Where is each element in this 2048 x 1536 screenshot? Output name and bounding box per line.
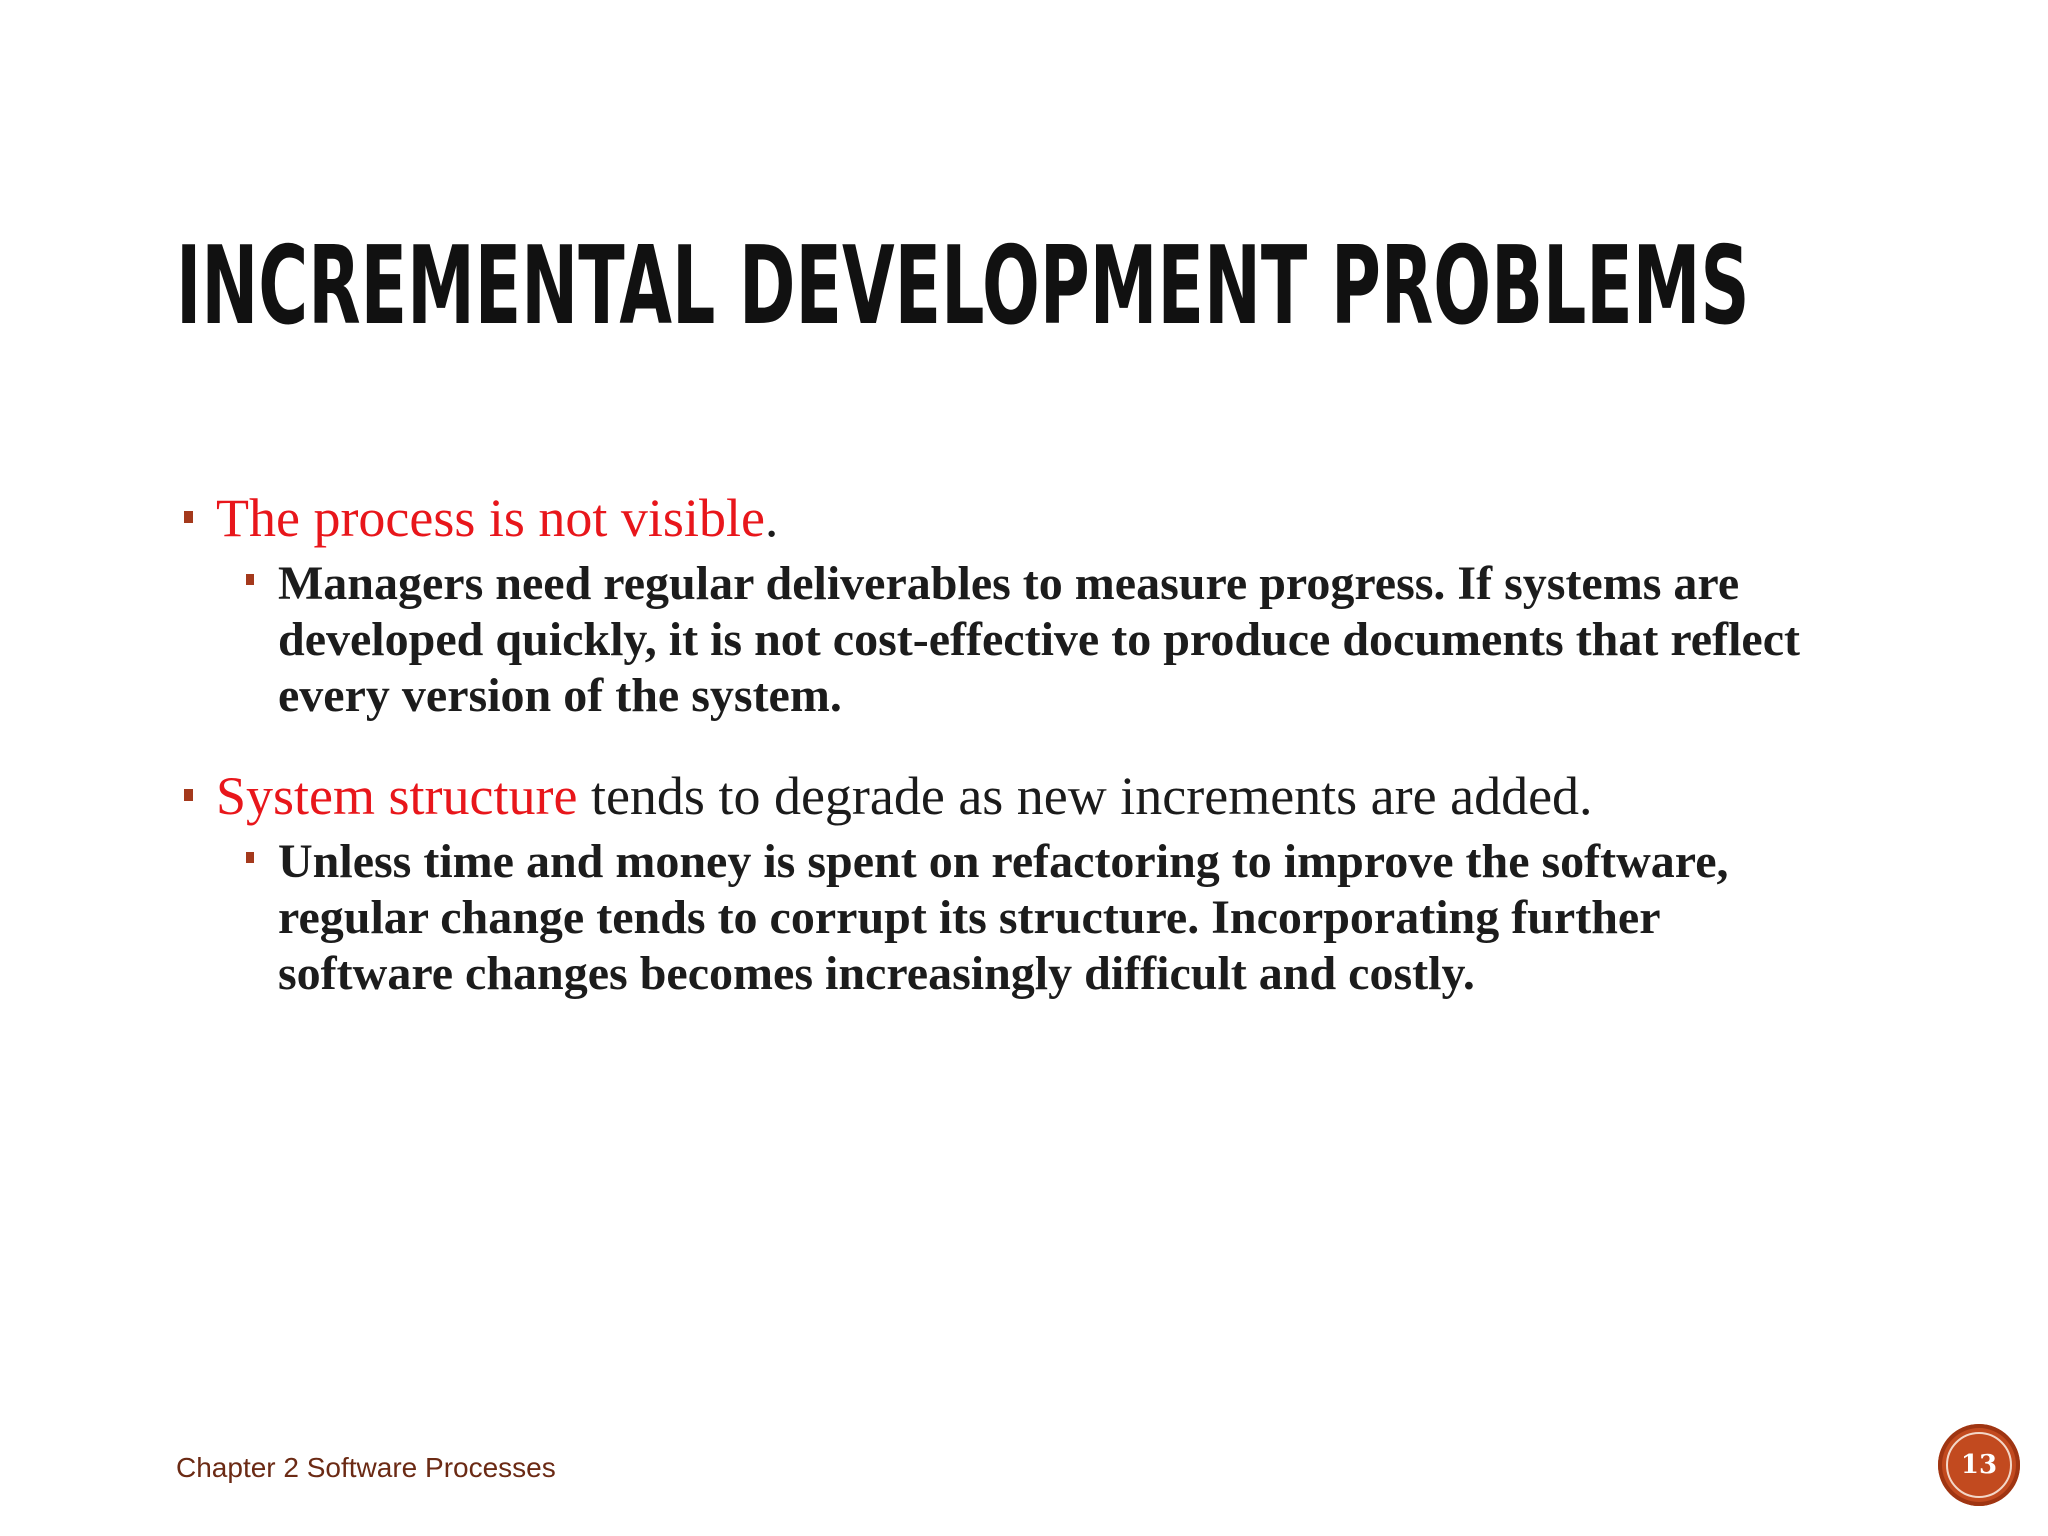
bullet-item bbox=[176, 486, 1836, 550]
bullet-square-icon bbox=[246, 574, 254, 585]
sub-bullet-text: Managers need regular deliverables to measure progress. If systems are developed quickly, it is not cost-effective to produce documents that reflect every version of the system. bbox=[278, 557, 1801, 722]
slide-title: INCREMENTAL DEVELOPMENT PROBLEMS bbox=[176, 224, 1750, 349]
bullet-square-icon bbox=[184, 511, 193, 523]
page-number-badge bbox=[1938, 1424, 2020, 1506]
bullet-highlight: The process is not visible bbox=[216, 488, 765, 548]
slide-content bbox=[176, 486, 1836, 1002]
bullet-highlight: System structure bbox=[216, 766, 578, 826]
page-number: 13 bbox=[1960, 1450, 1998, 1480]
slide-footer: Chapter 2 Software Processes bbox=[176, 1452, 556, 1483]
bullet-item bbox=[176, 764, 1836, 828]
sub-bullet-item bbox=[240, 834, 1836, 1002]
bullet-text: . bbox=[764, 488, 779, 548]
bullet-square-icon bbox=[246, 852, 254, 863]
sub-bullet-item bbox=[240, 556, 1836, 724]
bullet-square-icon bbox=[184, 789, 193, 801]
bullet-text: tends to degrade as new increments are added. bbox=[577, 766, 1593, 826]
sub-bullet-text: Unless time and money is spent on refactoring to improve the software, regular change tends to corrupt its structure. Incorporating further software changes becomes increasingly difficult and costly. bbox=[278, 835, 1729, 1000]
